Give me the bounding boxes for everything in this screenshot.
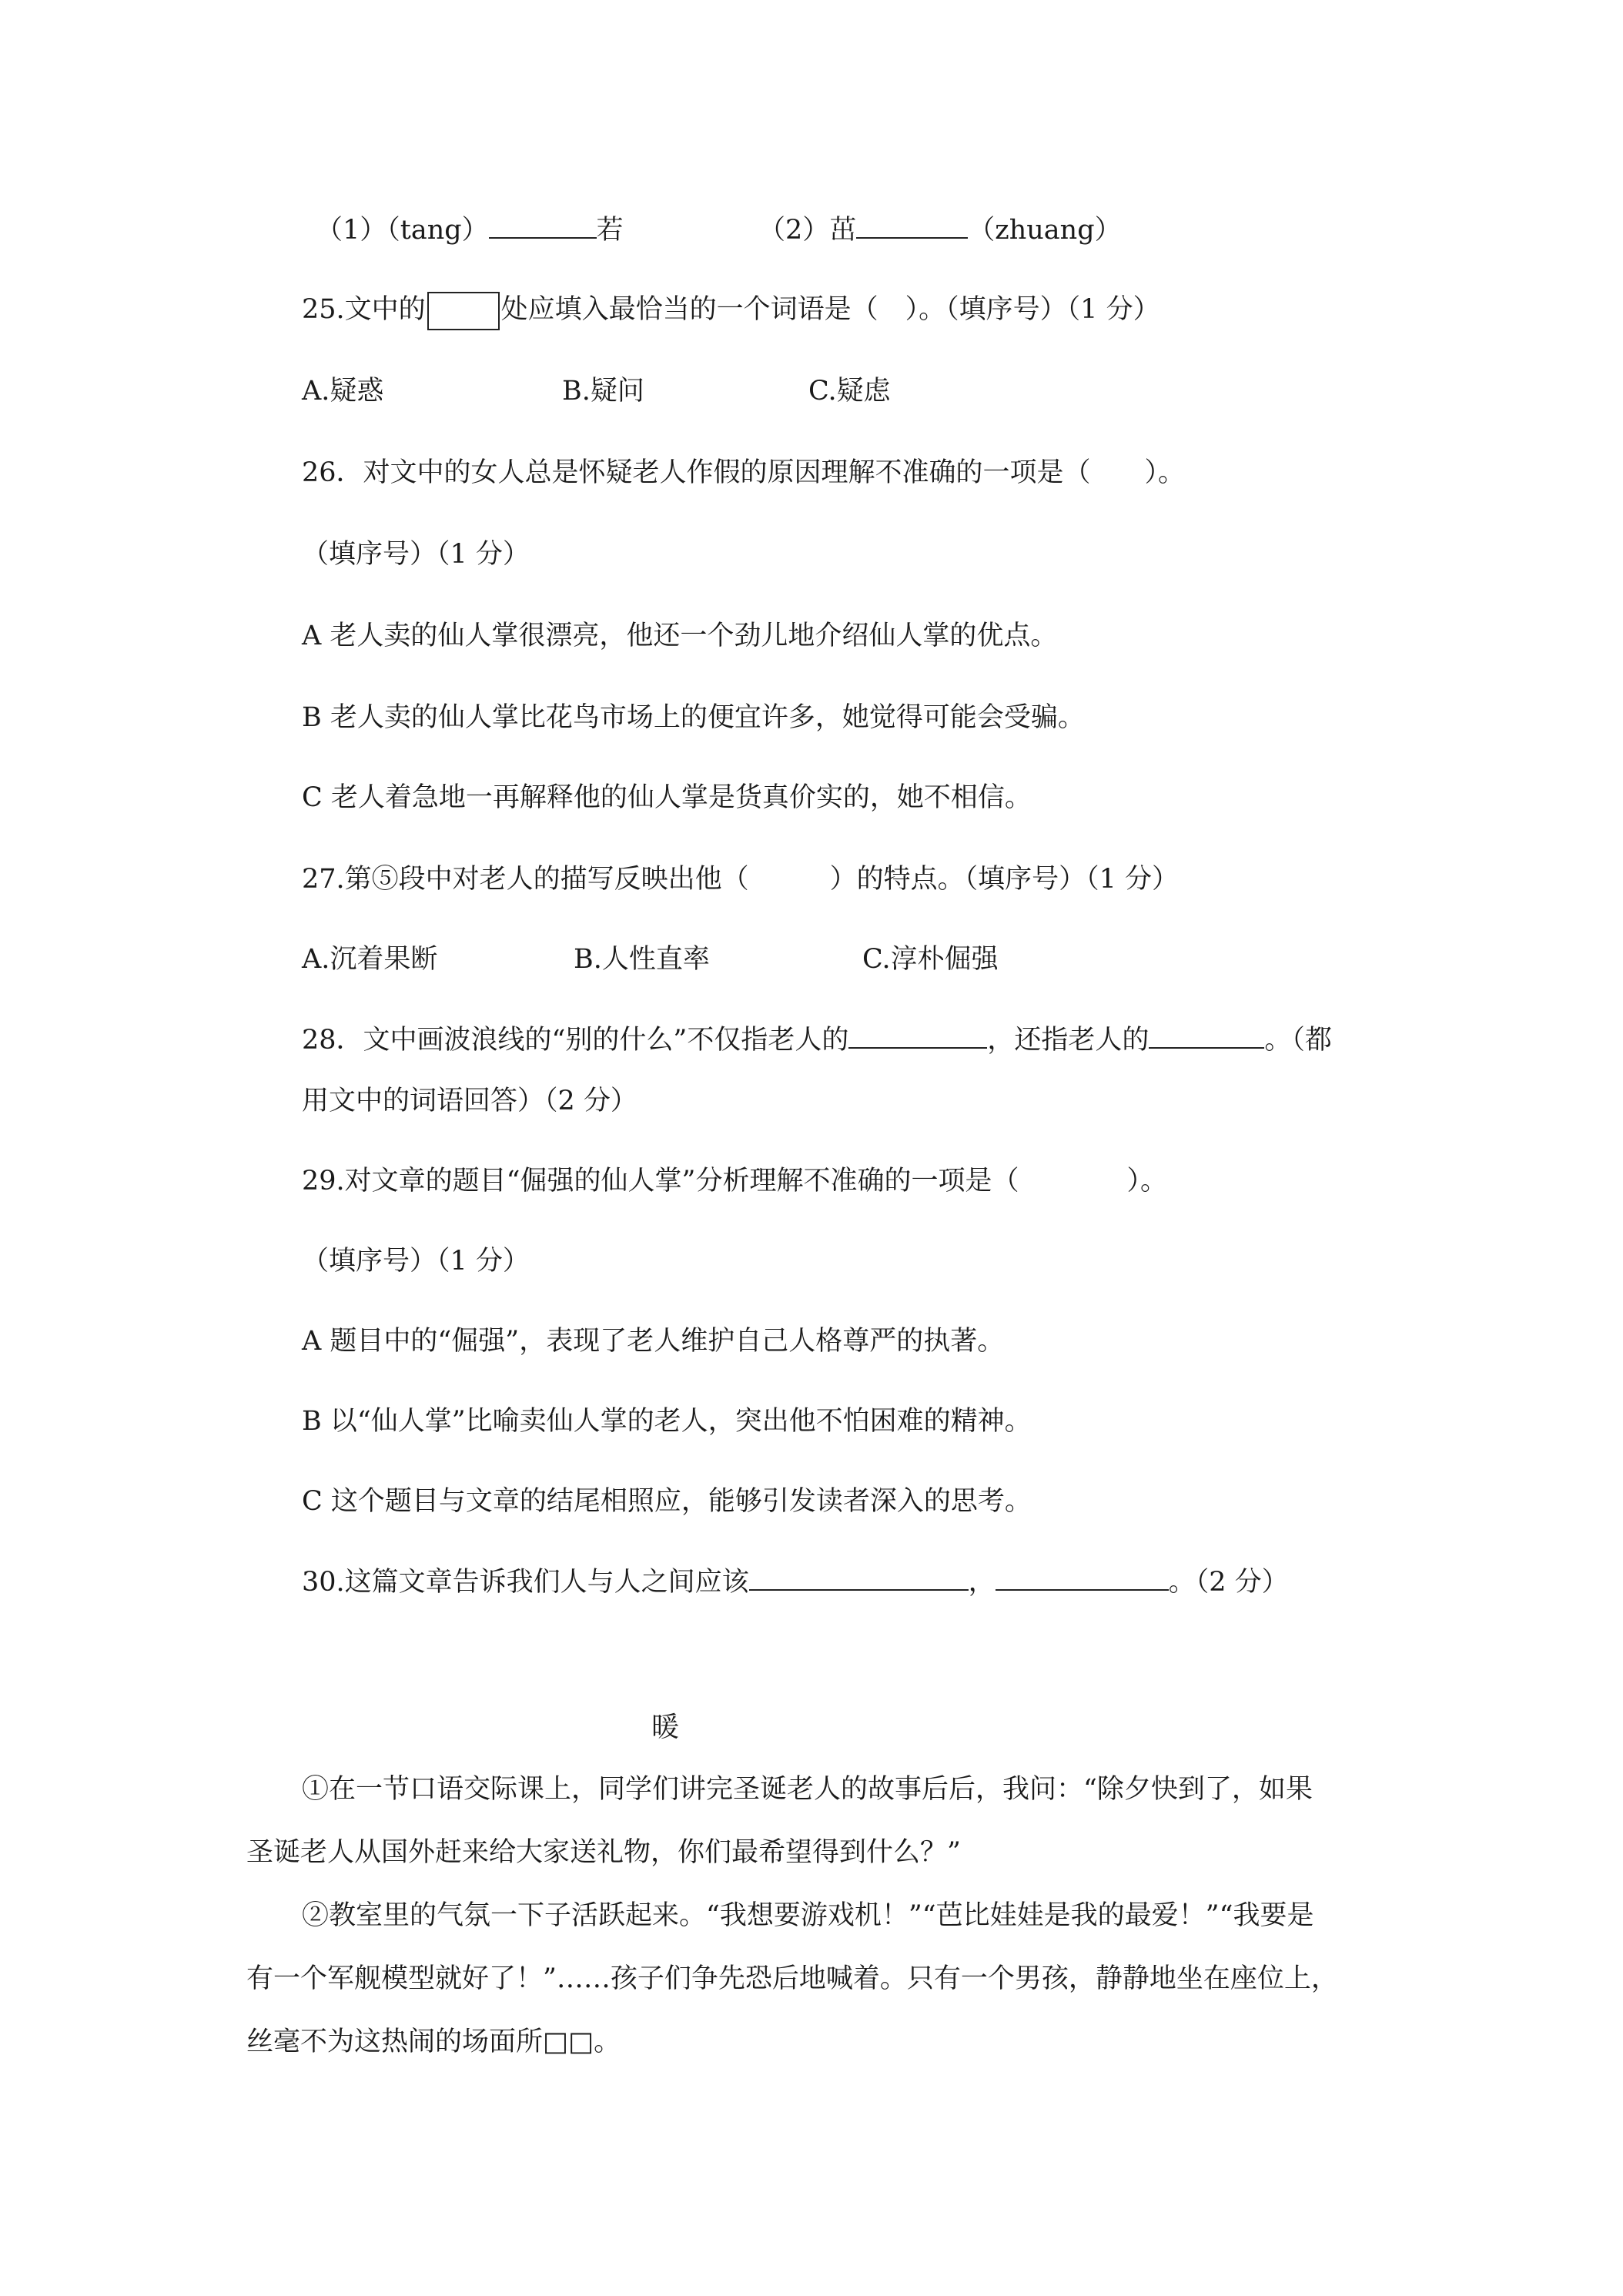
q24-part2-after: （zhuang） [968, 215, 1122, 246]
q28-stem-line2: 用文中的词语回答）（2 分） [302, 1086, 637, 1116]
q26-stem: 26．对文中的女人总是怀疑老人作假的原因理解不准确的一项是（ ）。 [302, 457, 1186, 488]
q30-stem [302, 1563, 1289, 1601]
q26-option-b[interactable]: B 老人卖的仙人掌比花鸟市场上的便宜许多，她觉得可能会受骗。 [302, 702, 1085, 733]
q25-box-blank[interactable] [427, 292, 500, 330]
passage-p1-line1: ①在一节口语交际课上，同学们讲完圣诞老人的故事后后，我问：“除夕快到了，如果 [302, 1774, 1313, 1805]
q29-option-a[interactable]: A 题目中的“倔强”，表现了老人维护自己人格尊严的执著。 [302, 1326, 1005, 1357]
q27-option-c[interactable]: C.淳朴倔强 [862, 944, 999, 975]
q25-stem [302, 291, 1160, 330]
q29-stem: 29.对文章的题目“倔强的仙人掌”分析理解不准确的一项是（ ）。 [302, 1166, 1167, 1197]
q27-option-a[interactable]: A.沉着果断 [302, 944, 438, 975]
q24-part2-label: （2）茁 [758, 215, 857, 246]
q29-note: （填序号）（1 分） [302, 1246, 530, 1277]
q30-blank-2[interactable] [996, 1563, 1169, 1591]
passage-p2-line1: ②教室里的气氛一下子活跃起来。“我想要游戏机！”“芭比娃娃是我的最爱！”“我要是 [302, 1900, 1314, 1931]
q30-stem-post: 。（2 分） [1168, 1567, 1289, 1598]
q24-blank-2[interactable] [856, 211, 968, 239]
q28-blank-1[interactable] [848, 1021, 987, 1049]
q30-blank-1[interactable] [749, 1563, 969, 1591]
q27-stem: 27.第⑤段中对老人的描写反映出他（ ）的特点。（填序号）（1 分） [302, 864, 1180, 895]
q28-stem-post: 。（都 [1264, 1025, 1332, 1056]
q27-option-b[interactable]: B.人性直率 [574, 944, 710, 975]
q24-part1-label: （1）（tang） [316, 215, 489, 246]
q28-stem-mid: ，还指老人的 [987, 1025, 1149, 1056]
q24-part1-after: 若 [596, 215, 624, 246]
q26-note: （填序号）（1 分） [302, 539, 530, 570]
q28-stem [302, 1021, 1332, 1059]
q30-stem-mid: ， [968, 1567, 996, 1598]
q29-option-c[interactable]: C 这个题目与文章的结尾相照应，能够引发读者深入的思考。 [302, 1486, 1032, 1517]
q24-line-part2 [758, 211, 1122, 249]
passage-title: 暖 [651, 1712, 680, 1743]
q24-blank-1[interactable] [489, 211, 597, 239]
q25-option-c[interactable]: C.疑虑 [808, 376, 891, 407]
q26-option-a[interactable]: A 老人卖的仙人掌很漂亮，他还一个劲儿地介绍仙人掌的优点。 [302, 621, 1058, 651]
q25-option-a[interactable]: A.疑惑 [302, 376, 384, 407]
q25-option-b[interactable]: B.疑问 [562, 376, 644, 407]
q30-stem-pre: 30.这篇文章告诉我们人与人之间应该 [302, 1567, 749, 1598]
q29-option-b[interactable]: B 以“仙人掌”比喻卖仙人掌的老人，突出他不怕困难的精神。 [302, 1406, 1032, 1437]
q28-stem-pre: 28．文中画波浪线的“别的什么”不仅指老人的 [302, 1025, 849, 1056]
q28-blank-2[interactable] [1149, 1021, 1264, 1049]
q26-option-c[interactable]: C 老人着急地一再解释他的仙人掌是货真价实的，她不相信。 [302, 782, 1032, 813]
passage-p2-line3: 丝毫不为这热闹的场面所□□。 [246, 2027, 621, 2057]
q25-stem-post: 处应填入最恰当的一个词语是（ ）。（填序号）（1 分） [500, 294, 1160, 325]
passage-p1-line2: 圣诞老人从国外赶来给大家送礼物，你们最希望得到什么？” [246, 1837, 961, 1868]
q24-line [316, 211, 624, 249]
passage-p2-line2: 有一个军舰模型就好了！”……孩子们争先恐后地喊着。只有一个男孩，静静地坐在座位上， [246, 1963, 1338, 1994]
q25-stem-pre: 25.文中的 [302, 294, 426, 325]
